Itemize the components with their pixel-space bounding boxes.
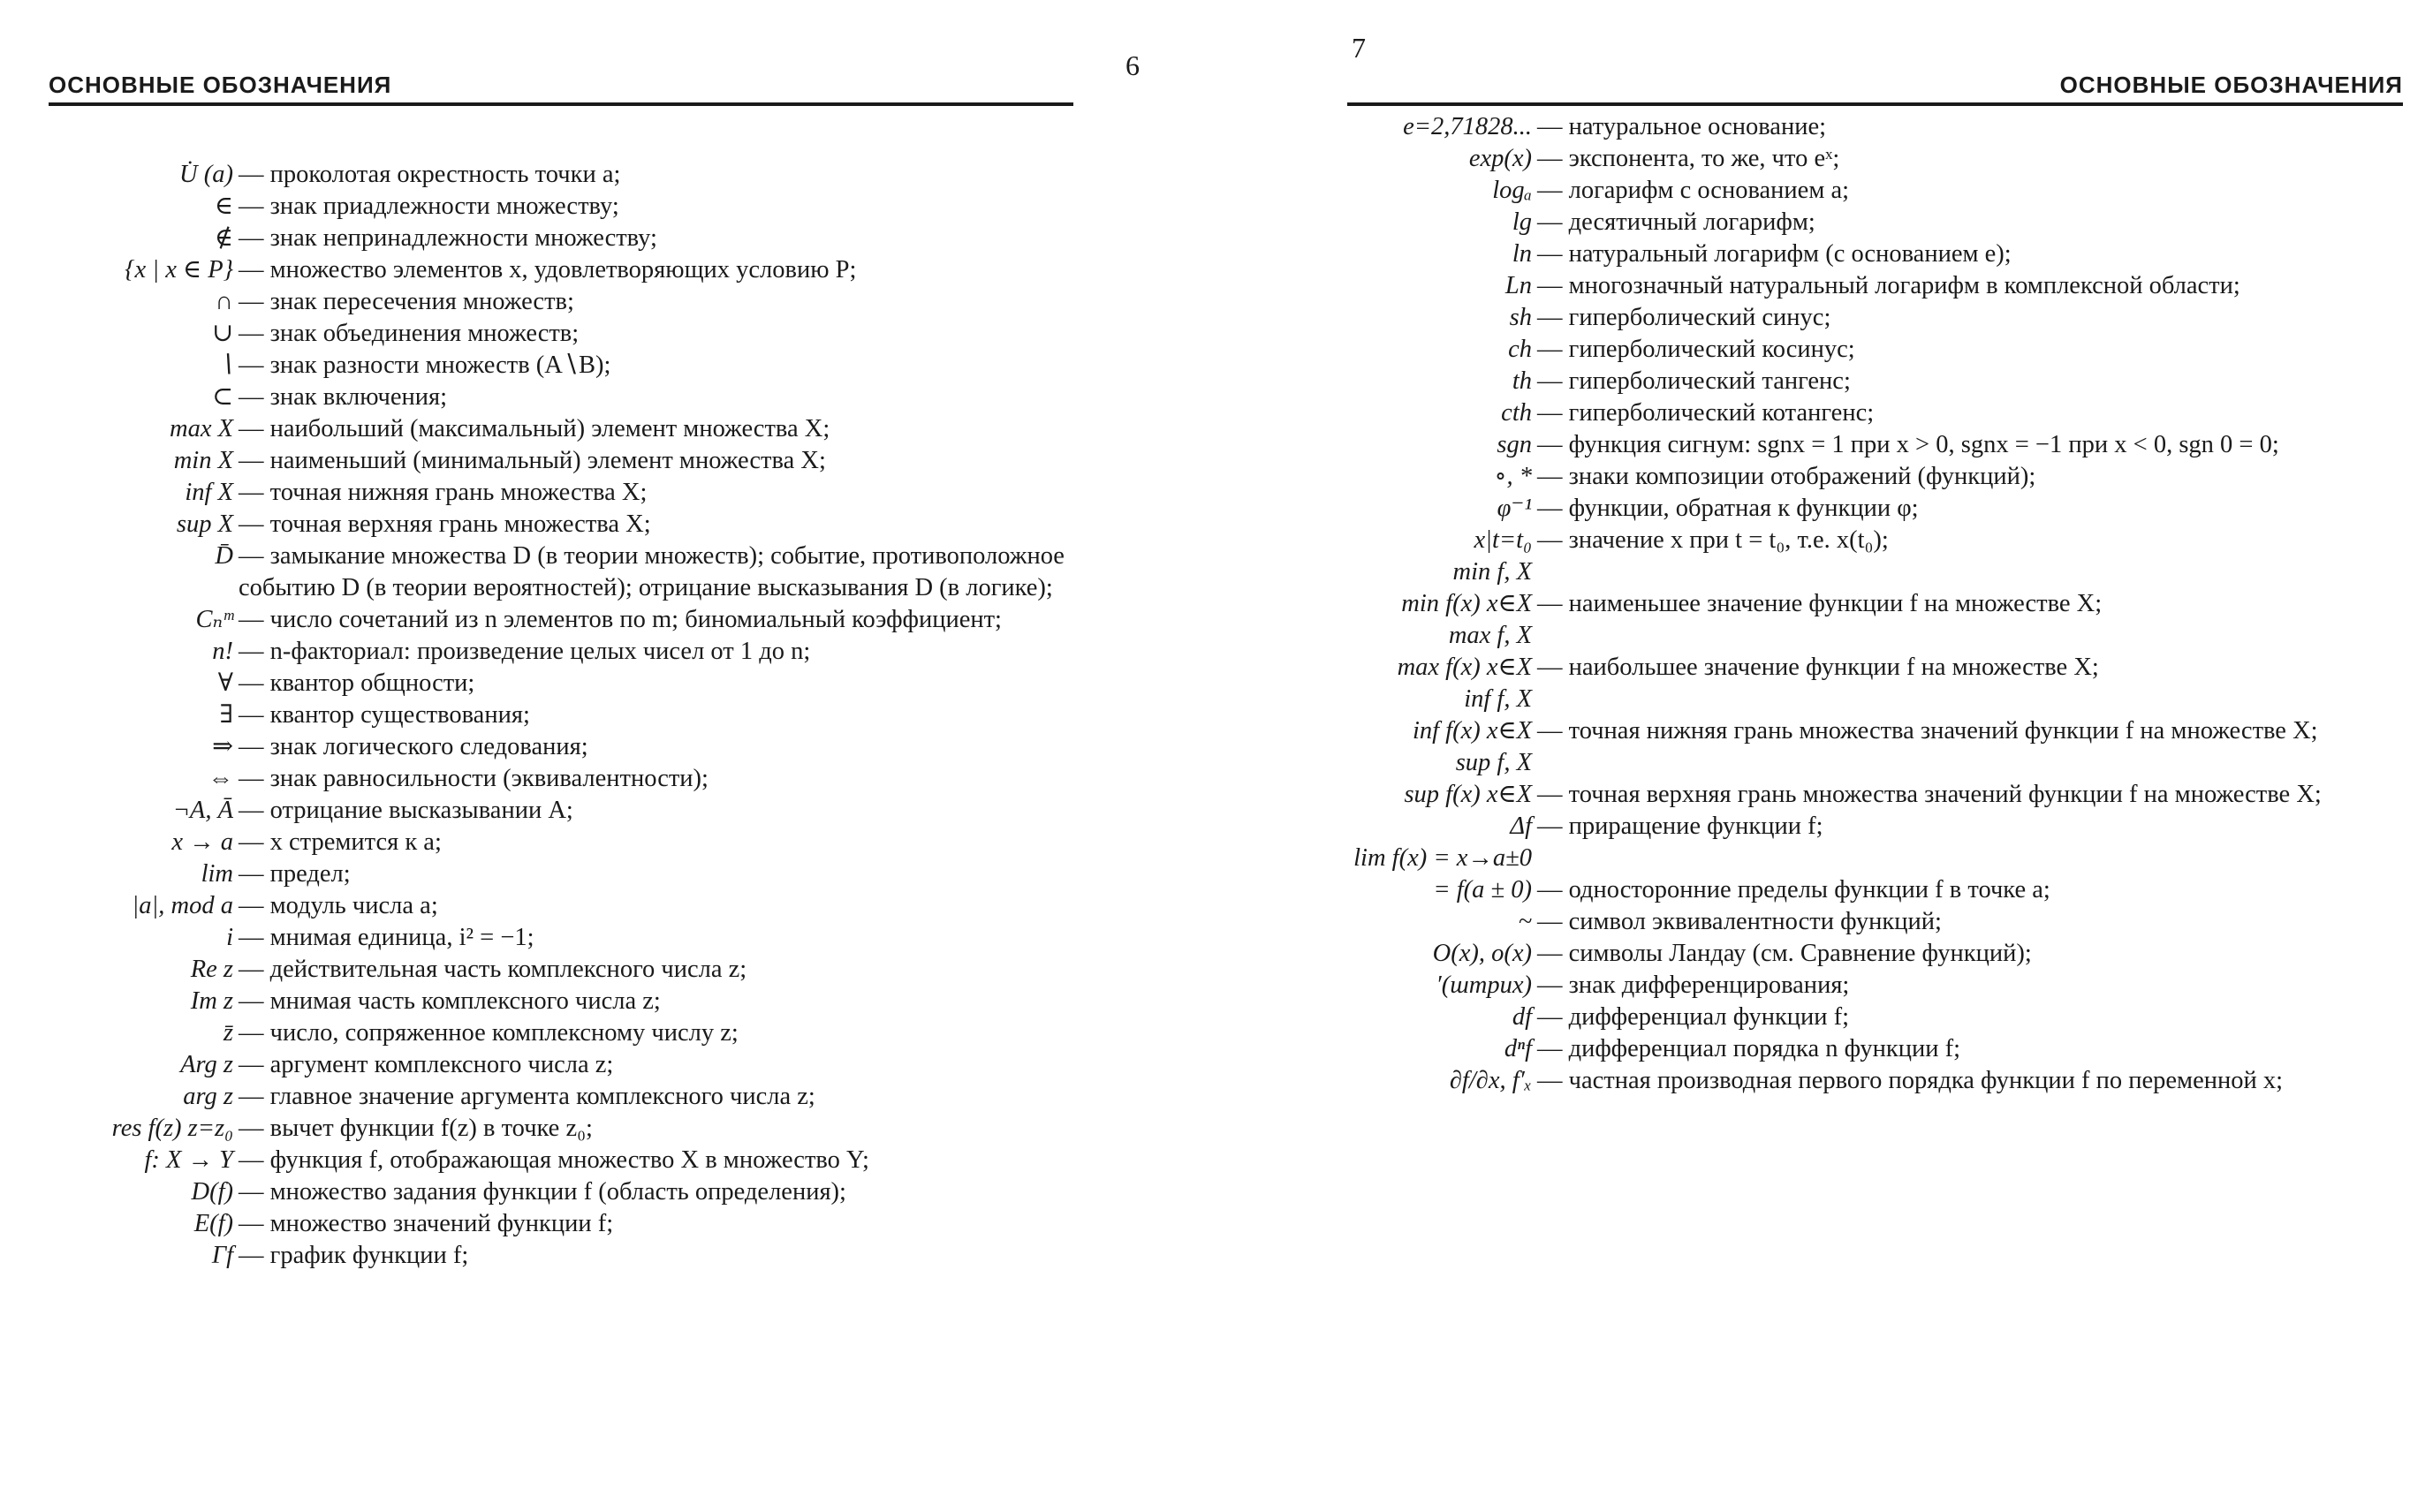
notation-symbol: arg z (183, 1083, 233, 1110)
notation-entry (1343, 684, 2399, 715)
notation-entry (1343, 652, 2399, 684)
notation-description (1537, 747, 2399, 779)
right-page-header (1347, 0, 2403, 106)
notation-entry (1343, 270, 2399, 302)
notation-description: — квантор существования; (239, 699, 1095, 731)
notation-symbol: ∃ (219, 701, 233, 729)
notation-description: — квантор общности; (239, 668, 1095, 699)
notation-entry (0, 445, 1095, 477)
notation-entry (0, 954, 1095, 986)
notation-symbol: ln (1512, 240, 1532, 268)
notation-description: — гиперболический синус; (1537, 302, 2399, 334)
notation-description: — n-факториал: произведение целых чисел от 1 до n; (239, 636, 1095, 668)
notation-entry (0, 413, 1095, 445)
notation-description: — экспонента, то же, что eˣ; (1537, 143, 2399, 175)
notation-symbol: Arg z (180, 1051, 233, 1078)
notation-symbol: D̄ (215, 542, 233, 570)
notation-symbol: max f, X (1448, 622, 1532, 649)
notation-entry (1343, 397, 2399, 429)
notation-symbol: Ln (1504, 272, 1532, 299)
notation-symbol: res f(z) z=z₀ (111, 1115, 233, 1142)
notation-entry (0, 858, 1095, 890)
notation-symbol: D(f) (191, 1178, 233, 1206)
notation-description: — наименьший (минимальный) элемент множества X; (239, 445, 1095, 477)
notation-symbol: e=2,71828... (1403, 113, 1532, 140)
notation-symbol: ~ (1518, 908, 1532, 935)
notation-symbol: df (1512, 1003, 1532, 1031)
notation-symbol: inf f(x) x∈X (1412, 717, 1532, 745)
notation-symbol: Cₙᵐ (195, 606, 233, 633)
notation-symbol: i (226, 924, 233, 951)
notation-symbol: dⁿf (1504, 1035, 1532, 1062)
notation-description: — дифференциал порядка n функции f; (1537, 1033, 2399, 1065)
notation-entry (0, 922, 1095, 954)
notation-entry (0, 541, 1095, 604)
notation-symbol: ∪ (212, 320, 233, 347)
notation-description: — гиперболический тангенс; (1537, 366, 2399, 397)
notation-description: — число сочетаний из n элементов по m; биномиальный коэффициент; (239, 604, 1095, 636)
notation-entry (1343, 843, 2399, 874)
notation-entry (1343, 334, 2399, 366)
header-rule (1347, 102, 2403, 106)
notation-description: — частная производная первого порядка функции f по переменной x; (1537, 1065, 2399, 1097)
notation-description: — главное значение аргумента комплексного числа z; (239, 1081, 1095, 1113)
notation-symbol: ∂f/∂x, f′ₓ (1449, 1067, 1532, 1094)
notation-entry (0, 699, 1095, 731)
notation-entry (0, 1240, 1095, 1272)
notation-description (1537, 684, 2399, 715)
notation-entry (1343, 747, 2399, 779)
notation-description: — знак пересечения множеств; (239, 286, 1095, 318)
notation-entry (1343, 779, 2399, 811)
notation-symbol: Re z (190, 956, 233, 983)
notation-entry (0, 795, 1095, 827)
notation-description: — точная верхняя грань множества X; (239, 509, 1095, 541)
notation-symbol: min X (173, 447, 233, 474)
notation-entry (1343, 556, 2399, 588)
notation-entry (0, 1176, 1095, 1208)
notation-entry (0, 986, 1095, 1017)
notation-symbol: exp(x) (1468, 145, 1532, 172)
notation-description: — точная нижняя грань множества значений функции f на множестве X; (1537, 715, 2399, 747)
notation-entry (0, 890, 1095, 922)
notation-description: — односторонние пределы функции f в точке a; (1537, 874, 2399, 906)
notation-list (0, 159, 1095, 1272)
notation-description: — мнимая часть комплексного числа z; (239, 986, 1095, 1017)
notation-description: — знак объединения множеств; (239, 318, 1095, 350)
notation-symbol: ¬A, Ā (172, 797, 233, 824)
notation-description: — вычет функции f(z) в точке z₀; (239, 1113, 1095, 1145)
notation-description: — многозначный натуральный логарифм в комплексной области; (1537, 270, 2399, 302)
notation-entry (1343, 461, 2399, 493)
notation-symbol: ∩ (215, 288, 233, 315)
notation-description: — модуль числа a; (239, 890, 1095, 922)
notation-list (1343, 111, 2399, 1097)
notation-symbol: ∉ (214, 224, 233, 252)
notation-entry (0, 477, 1095, 509)
notation-entry (0, 286, 1095, 318)
notation-entry (0, 1208, 1095, 1240)
notation-entry (0, 509, 1095, 541)
notation-symbol: ∈ (214, 193, 233, 220)
notation-description (1537, 556, 2399, 588)
notation-entry (0, 1145, 1095, 1176)
notation-entry (1343, 1002, 2399, 1033)
notation-description: — мнимая единица, i² = −1; (239, 922, 1095, 954)
notation-symbol: x|t=t₀ (1474, 526, 1532, 554)
notation-entry (1343, 493, 2399, 525)
notation-symbol: max f(x) x∈X (1397, 654, 1532, 681)
notation-description: — символ эквивалентности функций; (1537, 906, 2399, 938)
notation-entry (1343, 1065, 2399, 1097)
notation-symbol: ∖ (216, 352, 233, 379)
notation-description: — знак логического следования; (239, 731, 1095, 763)
right-page (1343, 0, 2403, 1512)
notation-description: — знак включения; (239, 382, 1095, 413)
notation-symbol: sup f(x) x∈X (1404, 781, 1532, 808)
notation-entry (0, 1049, 1095, 1081)
notation-description (1537, 620, 2399, 652)
notation-symbol: = f(a ± 0) (1433, 876, 1532, 903)
notation-symbol: inf X (185, 479, 233, 506)
notation-symbol: min f(x) x∈X (1401, 590, 1532, 617)
notation-description: — логарифм с основанием a; (1537, 175, 2399, 207)
notation-description: — x стремится к a; (239, 827, 1095, 858)
notation-entry (0, 223, 1095, 254)
notation-description: — функции, обратная к функции φ; (1537, 493, 2399, 525)
notation-description: — график функции f; (239, 1240, 1095, 1272)
notation-description: — знак непринадлежности множеству; (239, 223, 1095, 254)
notation-description: — число, сопряженное комплексному числу z; (239, 1017, 1095, 1049)
notation-description: — символы Ландау (см. Сравнение функций); (1537, 938, 2399, 970)
notation-description: — дифференциал функции f; (1537, 1002, 2399, 1033)
notation-description: — наибольшее значение функции f на множестве X; (1537, 652, 2399, 684)
notation-description: — знак разности множеств (A∖B); (239, 350, 1095, 382)
notation-symbol: sgn (1497, 431, 1532, 458)
notation-entry (1343, 620, 2399, 652)
notation-entry (1343, 429, 2399, 461)
notation-entry (1343, 1033, 2399, 1065)
notation-symbol: U̇ (a) (179, 161, 233, 188)
notation-symbol: max X (169, 415, 233, 442)
notation-description: — отрицание высказывании A; (239, 795, 1095, 827)
notation-description: — точная верхняя грань множества значений функции f на множестве X; (1537, 779, 2399, 811)
page-number: 6 (1125, 49, 1140, 81)
notation-entry (1343, 906, 2399, 938)
running-title: ОСНОВНЫЕ ОБОЗНАЧЕНИЯ (49, 72, 392, 98)
notation-entry (1343, 811, 2399, 843)
notation-symbol: ch (1508, 336, 1532, 363)
notation-entry (0, 254, 1095, 286)
notation-entry (0, 1081, 1095, 1113)
notation-entry (1343, 588, 2399, 620)
notation-description: — натуральное основание; (1537, 111, 2399, 143)
notation-entry (0, 382, 1095, 413)
notation-entry (1343, 525, 2399, 556)
notation-description: — функция сигнум: sgnx = 1 при x > 0, sgnx = −1 при x < 0, sgn 0 = 0; (1537, 429, 2399, 461)
notation-symbol: |a|, mod a (132, 892, 233, 919)
notation-description: — точная нижняя грань множества X; (239, 477, 1095, 509)
notation-entry (1343, 143, 2399, 175)
notation-description: — наименьшее значение функции f на множестве X; (1537, 588, 2399, 620)
notation-entry (1343, 970, 2399, 1002)
notation-description: — функция f, отображающая множество X в множество Y; (239, 1145, 1095, 1176)
notation-description: — проколотая окрестность точки a; (239, 159, 1095, 191)
notation-symbol: ∀ (217, 669, 233, 697)
notation-entry (0, 1017, 1095, 1049)
notation-symbol: ⊂ (212, 383, 233, 411)
notation-symbol: f: X → Y (144, 1146, 233, 1174)
notation-symbol: n! (212, 638, 233, 665)
notation-symbol: min f, X (1452, 558, 1532, 586)
notation-symbol: E(f) (193, 1210, 233, 1237)
notation-description: — знак дифференцирования; (1537, 970, 2399, 1002)
notation-symbol: lg (1512, 208, 1532, 236)
notation-symbol: lim f(x) = x→a±0 (1353, 844, 1532, 872)
notation-entry (0, 350, 1095, 382)
notation-symbol: ⇔ (208, 765, 233, 792)
notation-symbol: inf f, X (1464, 685, 1532, 713)
notation-entry (1343, 874, 2399, 906)
notation-symbol: {x | x ∈ P} (125, 256, 233, 284)
notation-entry (1343, 175, 2399, 207)
notation-symbol: ′(штрих) (1436, 971, 1532, 999)
notation-symbol: cth (1501, 399, 1532, 427)
notation-symbol: x → a (171, 828, 233, 856)
notation-description: — знак равносильности (эквивалентности); (239, 763, 1095, 795)
notation-entry (0, 318, 1095, 350)
page-number: 7 (1352, 32, 1366, 64)
notation-entry (0, 159, 1095, 191)
notation-description: — предел; (239, 858, 1095, 890)
notation-description: — знак приадлежности множеству; (239, 191, 1095, 223)
notation-entry (0, 668, 1095, 699)
notation-symbol: φ⁻¹ (1497, 495, 1532, 522)
notation-description: — гиперболический котангенс; (1537, 397, 2399, 429)
notation-description: — знаки композиции отображений (функций); (1537, 461, 2399, 493)
notation-symbol: sup f, X (1455, 749, 1532, 776)
notation-entry (1343, 207, 2399, 238)
notation-description: — натуральный логарифм (с основанием e); (1537, 238, 2399, 270)
notation-description: — множество значений функции f; (239, 1208, 1095, 1240)
notation-description: — значение x при t = t₀, т.е. x(t₀); (1537, 525, 2399, 556)
notation-entry (1343, 366, 2399, 397)
notation-description: — действительная часть комплексного числа z; (239, 954, 1095, 986)
notation-entry (1343, 111, 2399, 143)
left-page-header (49, 0, 1140, 106)
notation-entry (1343, 715, 2399, 747)
notation-entry (0, 731, 1095, 763)
notation-symbol: sup X (176, 510, 233, 538)
notation-entry (0, 604, 1095, 636)
notation-entry (1343, 938, 2399, 970)
notation-description: — множество элементов x, удовлетворяющих условию P; (239, 254, 1095, 286)
notation-symbol: Γf (211, 1242, 233, 1269)
left-page (0, 0, 1140, 1512)
notation-entry (0, 827, 1095, 858)
notation-description: — замыкание множества D (в теории множеств); событие, противоположное событию D (в теории вероятностей); отрицание высказывания D (в логике); (239, 541, 1095, 604)
header-rule (49, 102, 1073, 106)
notation-symbol: th (1512, 367, 1532, 395)
notation-symbol: z̄ (223, 1019, 233, 1047)
notation-entry (1343, 238, 2399, 270)
notation-entry (0, 763, 1095, 795)
notation-symbol: O(x), o(x) (1432, 940, 1532, 967)
notation-symbol: sh (1509, 304, 1532, 331)
notation-description: — множество задания функции f (область определения); (239, 1176, 1095, 1208)
notation-symbol: lim (201, 860, 233, 888)
notation-description: — аргумент комплексного числа z; (239, 1049, 1095, 1081)
notation-symbol: ⇒ (212, 733, 233, 760)
notation-symbol: logₐ (1492, 177, 1532, 204)
notation-description: — приращение функции f; (1537, 811, 2399, 843)
notation-description (1537, 843, 2399, 874)
notation-entry (0, 191, 1095, 223)
notation-entry (0, 636, 1095, 668)
notation-entry (0, 1113, 1095, 1145)
notation-symbol: Im z (190, 987, 233, 1015)
notation-description: — десятичный логарифм; (1537, 207, 2399, 238)
running-title: ОСНОВНЫЕ ОБОЗНАЧЕНИЯ (2059, 72, 2403, 98)
notation-symbol: Δf (1510, 813, 1532, 840)
notation-entry (1343, 302, 2399, 334)
notation-symbol: ∘, * (1494, 463, 1532, 490)
notation-description: — наибольший (максимальный) элемент множества X; (239, 413, 1095, 445)
notation-description: — гиперболический косинус; (1537, 334, 2399, 366)
